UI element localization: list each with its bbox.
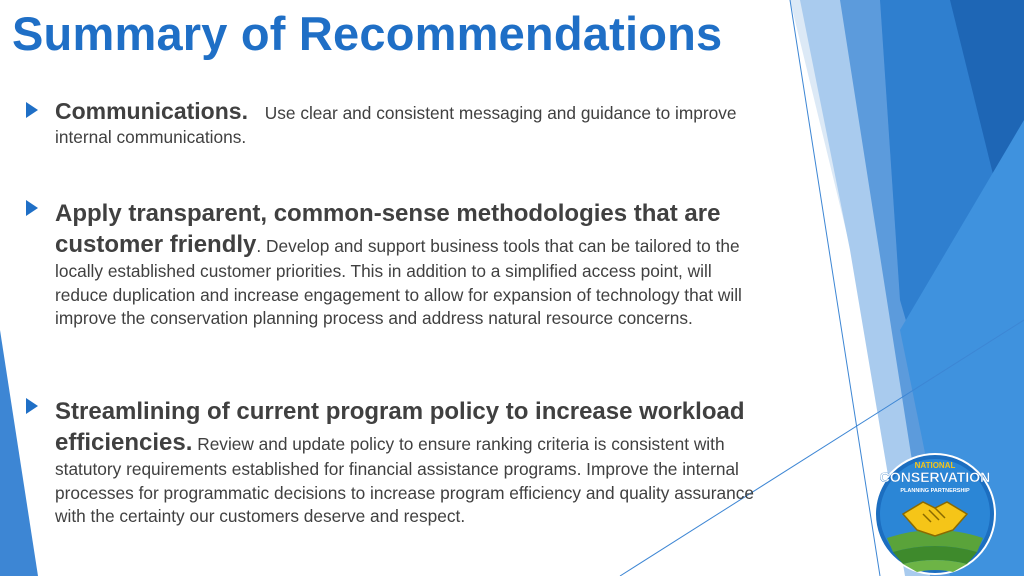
bullet-heading: Communications.: [55, 98, 248, 124]
triangle-right-icon: [26, 200, 38, 216]
bullet-heading: Streamlining of current program policy to increase workload efficiencies.: [55, 398, 745, 456]
bullet-body: . Develop and support business tools that can be tailored to the locally established customer priorities. This in addition to a simplified access point, will reduce duplication and increase engagement to allow for expansion of technology that will improve the conservation planning process and address natural resource concerns.: [55, 236, 742, 328]
bullet-heading: Apply transparent, common-sense methodologies that are customer friendly: [55, 200, 721, 258]
page-title: Summary of Recommendations: [12, 7, 723, 60]
triangle-right-icon: [26, 398, 38, 414]
bullet-communications: [55, 100, 755, 149]
bullet-streamlining: [55, 396, 755, 529]
bullet-methodologies: [55, 198, 755, 331]
bullet-body: Use clear and consistent messaging and guidance to improve internal communications.: [55, 103, 737, 147]
logo-line2: CONSERVATION: [879, 469, 991, 485]
left-edge-shape: [0, 330, 38, 576]
logo-line1: NATIONAL: [914, 461, 956, 470]
logo-line3: PLANNING PARTNERSHIP: [900, 488, 970, 494]
bullet-body: Review and update policy to ensure ranking criteria is consistent with statutory requirements established for financial assistance programs. Improve the internal processes for programmatic decisions to increase program efficiency and quality assurance with the certainty our customers deserve and respect.: [55, 434, 754, 526]
ncpp-logo: [873, 452, 997, 576]
triangle-right-icon: [26, 102, 38, 118]
